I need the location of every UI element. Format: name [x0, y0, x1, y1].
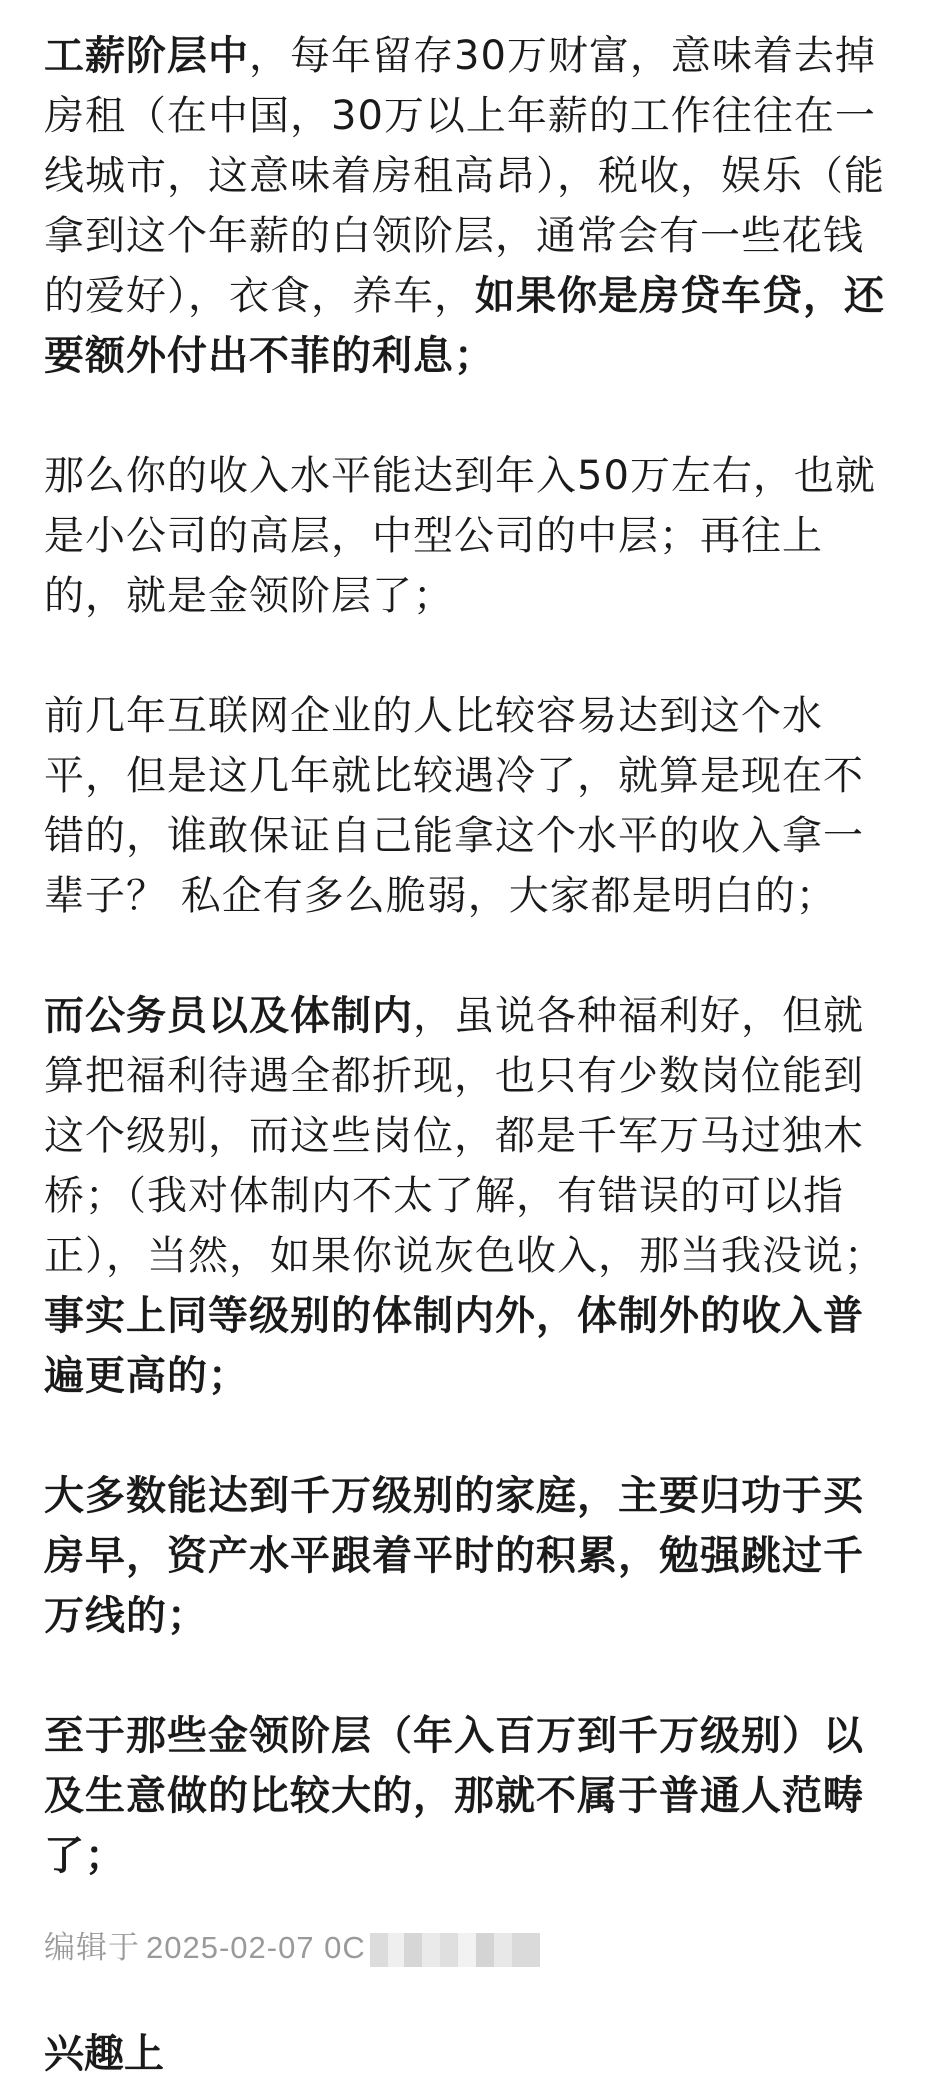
- body-text: ，每年留存30万财富，意味着去掉房租（在中国，30万以上年薪的工作往往在一线城市，这意味着房租高昂），税收，娱乐（能拿到这个年薪的白领阶层，通常会有一些花钱的爱好），衣食，养车，: [44, 33, 885, 319]
- paragraph-3: [44, 686, 890, 926]
- paragraph-2: [44, 446, 890, 626]
- paragraph-1: [44, 26, 890, 386]
- edit-timestamp: [44, 1928, 540, 1968]
- bold-text: 工薪阶层中: [44, 33, 249, 79]
- answer-body: [44, 26, 890, 1886]
- bold-text: 如果你是房贷车贷，还要额外付出不菲的利息；: [44, 273, 885, 379]
- paragraph-5: [44, 1466, 890, 1646]
- bold-text: 至于那些金领阶层（年入百万到千万级别）以及生意做的比较大的，那就不属于普通人范畴了；: [44, 1713, 864, 1879]
- bold-text: 大多数能达到千万级别的家庭，主要归功于买房早，资产水平跟着平时的积累，勉强跳过千万线的；: [44, 1473, 864, 1639]
- paragraph-4: [44, 986, 890, 1406]
- body-text: ，虽说各种福利好，但就算把福利待遇全都折现，也只有少数岗位能到这个级别，而这些岗位，都是千军万马过独木桥；（我对体制内不太了解，有错误的可以指正），当然，如果你说灰色收入，那当我没说；: [44, 993, 885, 1279]
- body-text: 前几年互联网企业的人比较容易达到这个水平，但是这几年就比较遇冷了，就算是现在不错的，谁敢保证自己能拿这个水平的收入拿一辈子？ 私企有多么脆弱，大家都是明白的；: [44, 693, 864, 919]
- edited-date: 2025-02-07 0C: [146, 1930, 366, 1965]
- paragraph-6: [44, 1706, 890, 1886]
- cutoff-text: 兴趣上: [44, 2031, 164, 2077]
- watermark-mosaic: [370, 1933, 540, 1967]
- bold-text: 事实上同等级别的体制内外，体制外的收入普遍更高的；: [44, 1293, 864, 1399]
- edited-label: 编辑于: [44, 1930, 140, 1965]
- body-text: 那么你的收入水平能达到年入50万左右，也就是小公司的高层，中型公司的中层；再往上的，就是金领阶层了；: [44, 453, 876, 619]
- bold-text: 而公务员以及体制内: [44, 993, 413, 1039]
